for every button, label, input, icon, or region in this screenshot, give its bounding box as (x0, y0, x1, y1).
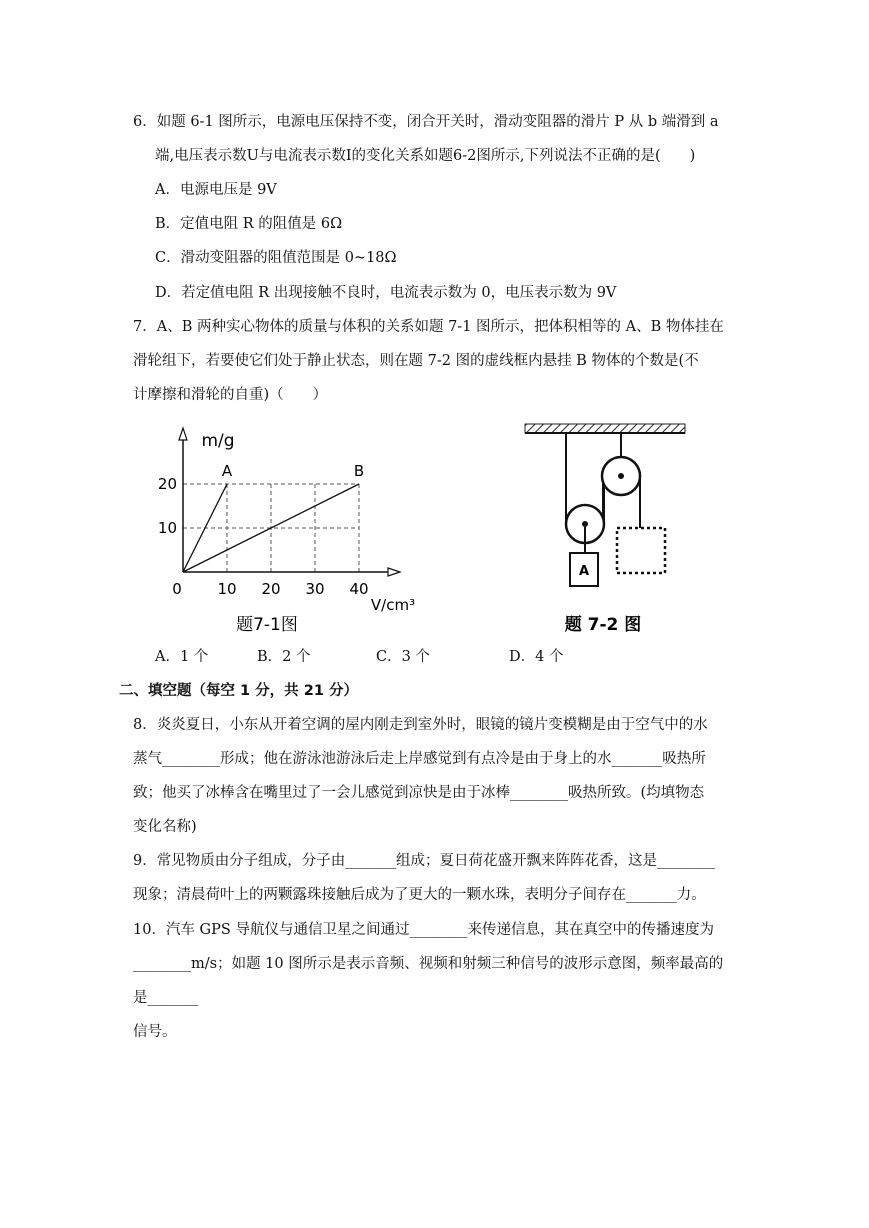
origin-label: 0 (172, 580, 182, 598)
x-tick-label: 20 (261, 580, 281, 598)
q6-line2: 端,电压表示数U与电流表示数I的变化关系如题6-2图所示,下列说法不正确的是( ) (155, 148, 696, 164)
q7-option-c: C．3 个 (376, 649, 430, 665)
figure-7-1-graph (150, 420, 420, 645)
figure-7-1-caption: 题7-1图 (236, 615, 298, 635)
x-tick-label: 10 (217, 580, 237, 598)
figure-7-2-caption: 题 7-2 图 (564, 615, 642, 635)
figure-7-2-pulley (515, 418, 695, 643)
q6-option-d: D．若定值电阻 R 出现接触不良时，电流表示数为 0，电压表示数为 9V (155, 285, 617, 301)
x-axis-arrow (388, 568, 400, 576)
point-label-a: A (221, 462, 233, 480)
q8-line4: 变化名称) (133, 819, 197, 835)
q7-line3: 计摩擦和滑轮的自重)（ ） (133, 387, 328, 403)
q8-line2: 蒸气________形成；他在游泳池游泳后走上岸感觉到有点冷是由于身上的水_______吸热所 (133, 751, 706, 767)
q10-line3: 是_______ (133, 990, 199, 1006)
y-axis-label: m/g (201, 431, 235, 451)
block-a-label: A (578, 564, 590, 579)
q10-line4: 信号。 (133, 1024, 177, 1040)
q10-line2: ________m/s；如题 10 图所示是表示音频、视频和射频三种信号的波形示意图，频率最高的 (133, 956, 724, 972)
q7-option-b: B．2 个 (257, 649, 311, 665)
q7-line2: 滑轮组下，若要使它们处于静止状态，则在题 7-2 图的虚线框内悬挂 B 物体的个数是(不 (133, 353, 699, 369)
q6-option-a: A．电源电压是 9V (155, 182, 277, 198)
point-label-b: B (353, 462, 365, 480)
q6-option-b: B．定值电阻 R 的阻值是 6Ω (155, 216, 343, 232)
x-tick-label: 30 (305, 580, 325, 598)
x-axis-label: V/cm³ (370, 596, 416, 614)
q9-line2: 现象；清晨荷叶上的两颗露珠接触后成为了更大的一颗水珠，表明分子间存在_______力。 (133, 887, 706, 903)
q7-line1: 7．A、B 两种实心物体的质量与体积的关系如题 7-1 图所示，把体积相等的 A、B 物体挂在 (133, 319, 724, 335)
q8-line1: 8．炎炎夏日，小东从开着空调的屋内刚走到室外时，眼镜的镜片变模糊是由于空气中的水 (133, 717, 708, 733)
graph-labels (158, 431, 415, 614)
q6-option-c: C．滑动变阻器的阻值范围是 0~18Ω (155, 250, 397, 266)
q10-line1: 10．汽车 GPS 导航仪与通信卫星之间通过________来传递信息，其在真空中的传播速度为 (133, 922, 714, 938)
y-axis-arrow (179, 428, 187, 440)
q9-line1: 9．常见物质由分子组成，分子由_______组成；夏日荷花盛开飘来阵阵花香，这是________ (133, 853, 715, 869)
dashed-box (617, 528, 665, 573)
q8-line3: 致；他买了冰棒含在嘴里过了一会儿感觉到凉快是由于冰棒________吸热所致。(均填物态 (133, 785, 705, 801)
y-tick-label: 20 (157, 475, 177, 493)
ceiling (525, 424, 685, 433)
q6-line1: 6．如题 6-1 图所示，电源电压保持不变，闭合开关时，滑动变阻器的滑片 P 从 b 端滑到 a (133, 114, 719, 130)
y-tick-label: 10 (157, 519, 177, 537)
q7-option-a: A．1 个 (155, 649, 209, 665)
q7-option-d: D．4 个 (509, 649, 564, 665)
x-tick-label: 40 (349, 580, 369, 598)
section-2-heading: 二、填空题（每空 1 分，共 21 分） (119, 683, 358, 699)
